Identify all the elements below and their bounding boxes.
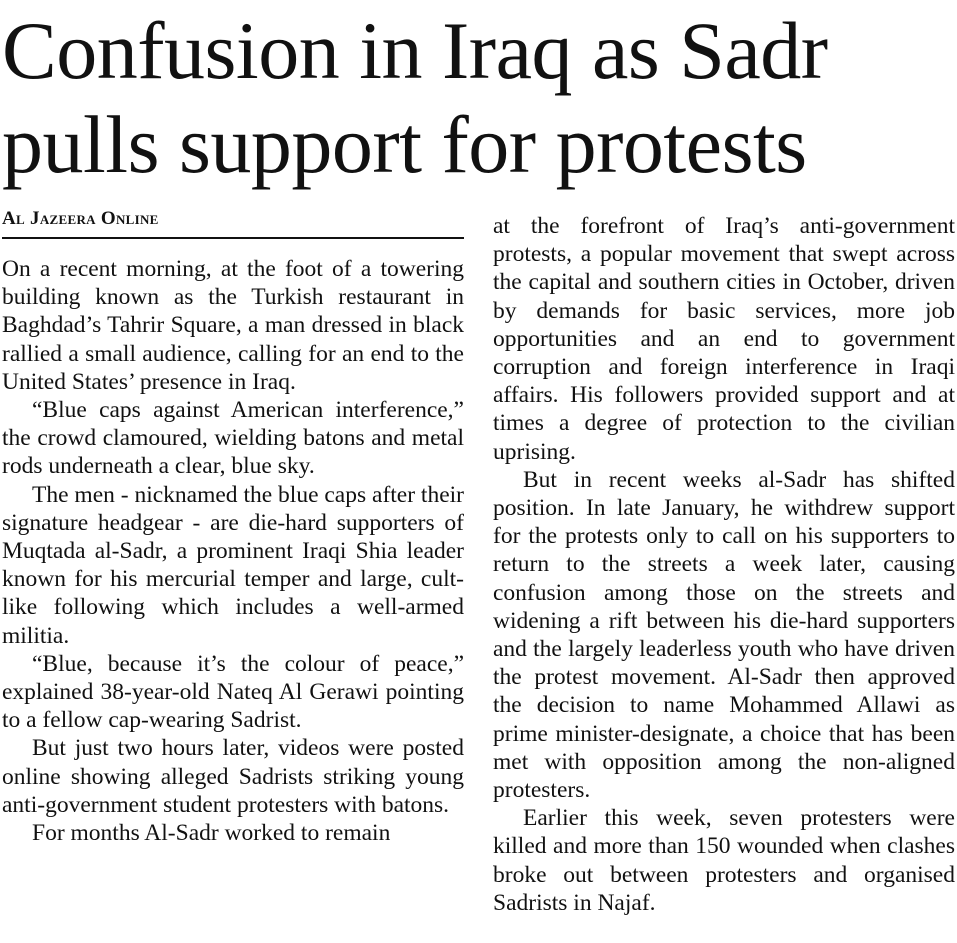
paragraph: For months Al-Sadr worked to remain (32, 820, 391, 847)
byline: Al Jazeera Online (2, 207, 464, 239)
paragraph: at the forefront of Iraq’s anti-government protests, a popular movement that swept across the capital and southern cities in October, driven by demands for basic services, more job opportunities and an end to government corruption and foreign interference in Iraqi affairs. His followers provided support and at times a degree of protection to the civilian uprising. (493, 213, 955, 465)
article-column-left (2, 255, 464, 847)
paragraph: Earlier this week, seven protesters were killed and more than 150 wounded when clashes broke out between protesters and organised Sadrists in Najaf. (493, 805, 955, 916)
paragraph: But just two hours later, videos were posted online showing alleged Sadrists striking young anti-government student protesters with batons. (2, 735, 464, 818)
paragraph: On a recent morning, at the foot of a towering building known as the Turkish restaurant in Baghdad’s Tahrir Square, a man dressed in black rallied a small audience, calling for an end to the United States’ presence in Iraq. (2, 256, 464, 395)
article-column-right (493, 212, 955, 917)
paragraph: “Blue caps against American interference,” the crowd clamoured, wielding batons and metal rods underneath a clear, blue sky. (2, 397, 464, 480)
paragraph: The men - nicknamed the blue caps after their signature headgear - are die-hard supporters of Muqtada al-Sadr, a prominent Iraqi Shia leader known for his mercurial temper and large, cult-like following which includes a well-armed militia. (2, 481, 464, 649)
headline: Confusion in Iraq as Sadr pulls support for protests (2, 5, 828, 190)
paragraph: “Blue, because it’s the colour of peace,” explained 38-year-old Nateq Al Gerawi pointing to a fellow cap-wearing Sadrist. (2, 650, 464, 734)
paragraph: But in recent weeks al-Sadr has shifted position. In late January, he withdrew support for the protests only to call on his supporters to return to the streets a week later, causing confusion among those on the streets and widening a rift between his die-hard supporters and the largely leaderless youth who have driven the protest movement. Al-Sadr then approved the decision to name Mohammed Allawi as prime minister-designate, a choice that has been met with opposition among the non-aligned protesters. (493, 466, 955, 804)
